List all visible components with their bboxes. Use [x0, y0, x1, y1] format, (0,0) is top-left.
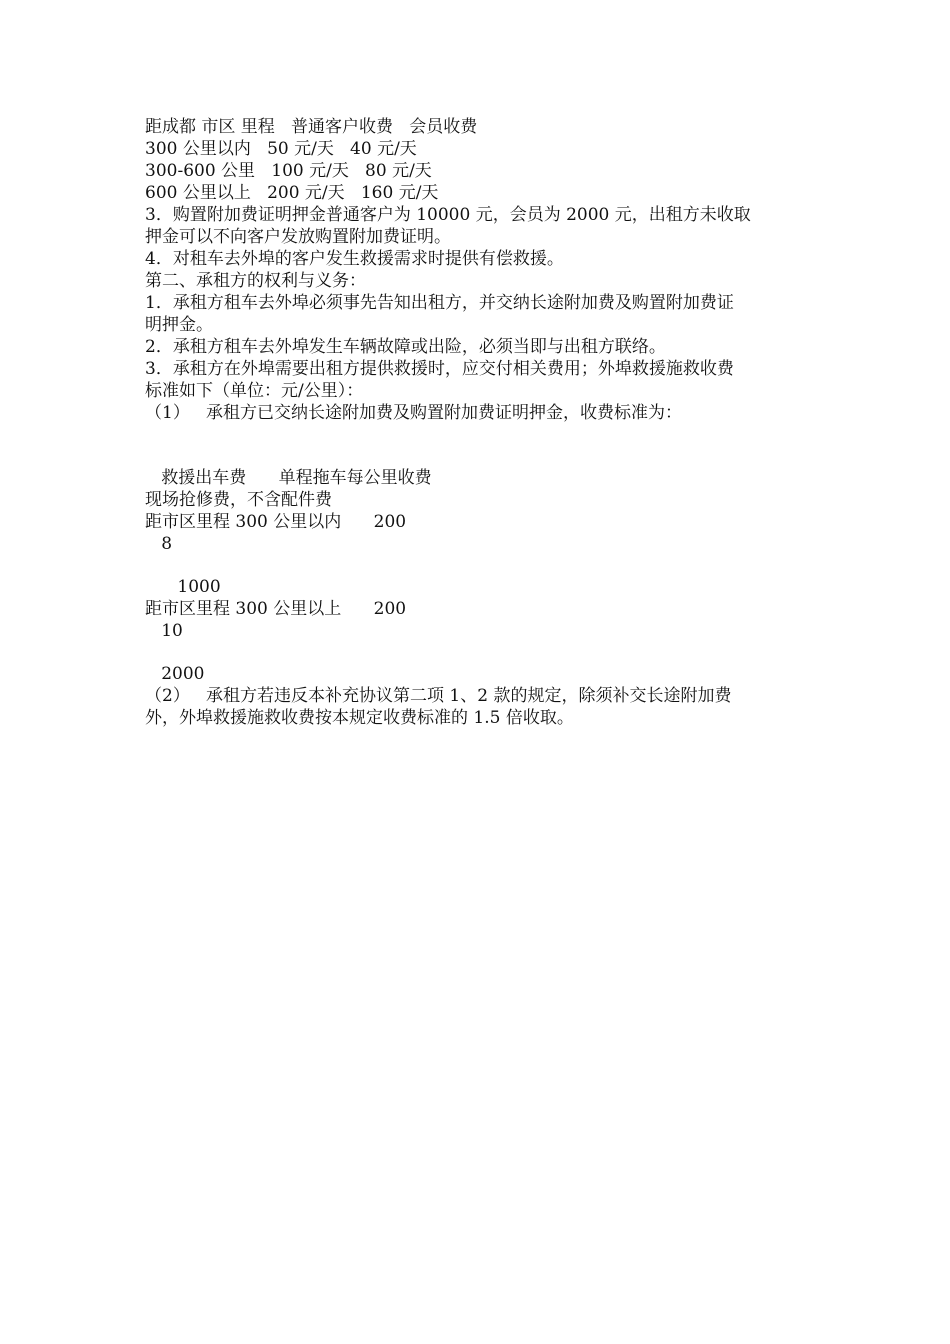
text-line: （2） 承租方若违反本补充协议第二项 1、2 款的规定，除须补交长途附加费	[145, 686, 732, 706]
text-line: （1） 承租方已交纳长途附加费及购置附加费证明押金，收费标准为：	[145, 403, 683, 423]
text-line: 600 公里以上 200 元/天 160 元/天	[145, 183, 439, 203]
text-line: 2．承租方租车去外埠发生车辆故障或出险，必须当即与出租方联络。	[145, 337, 666, 357]
table-row: 距市区里程 300 公里以内 200	[145, 512, 407, 532]
text-line: 明押金。	[145, 315, 213, 335]
text-line: 1．承租方租车去外埠必须事先告知出租方，并交纳长途附加费及购置附加费证	[145, 293, 734, 313]
text-line: 300-600 公里 100 元/天 80 元/天	[145, 161, 432, 181]
text-line: 3．购置附加费证明押金普通客户为 10000 元，会员为 2000 元，出租方未收取	[145, 205, 751, 225]
table-cell: 10	[145, 621, 183, 641]
table-row: 距市区里程 300 公里以上 200	[145, 599, 407, 619]
text-line: 4．对租车去外埠的客户发生救援需求时提供有偿救援。	[145, 249, 564, 269]
text-line: 3．承租方在外埠需要出租方提供救援时，应交付相关费用；外埠救援施救收费	[145, 359, 734, 379]
text-line: 300 公里以内 50 元/天 40 元/天	[145, 139, 417, 159]
text-line: 标准如下（单位：元/公里）：	[145, 381, 364, 401]
text-line: 距成都 市区 里程 普通客户收费 会员收费	[145, 117, 478, 137]
table-header: 救援出车费 单程拖车每公里收费	[145, 468, 432, 488]
text-line: 押金可以不向客户发放购置附加费证明。	[145, 227, 451, 247]
table-cell: 2000	[145, 664, 205, 684]
table-header: 现场抢修费，不含配件费	[145, 490, 332, 510]
table-cell: 8	[145, 534, 173, 554]
table-cell: 1000	[145, 577, 221, 597]
section-heading: 第二、承租方的权利与义务：	[145, 271, 366, 291]
text-line: 外，外埠救援施救收费按本规定收费标准的 1.5 倍收取。	[145, 708, 574, 728]
